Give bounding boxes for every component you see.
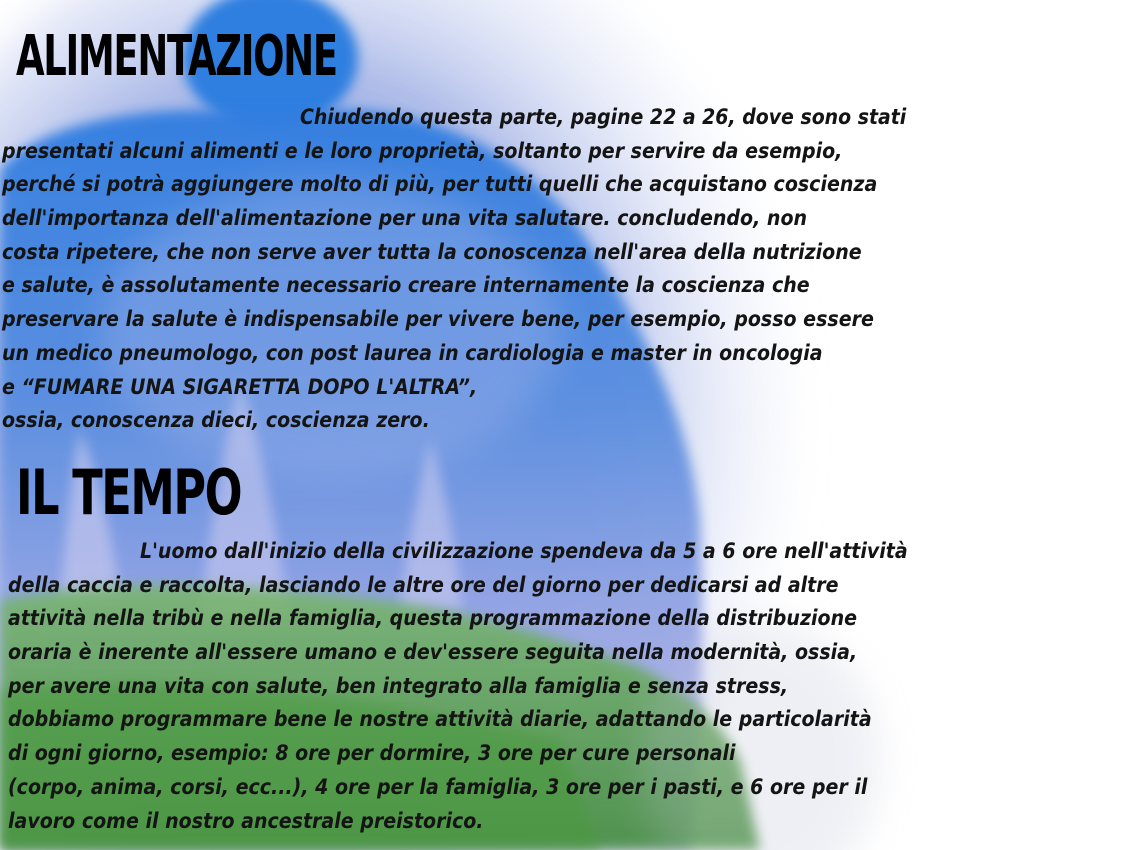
text-line: un medico pneumologo, con post laurea in cardiologia e master in oncologia	[2, 340, 823, 365]
text-line: della caccia e raccolta, lasciando le altre ore del giorno per dedicarsi ad altre	[8, 572, 839, 597]
heading-il-tempo: IL TEMPO	[16, 456, 242, 529]
text-line: e “FUMARE UNA SIGARETTA DOPO L'ALTRA”,	[2, 374, 478, 399]
paragraph-alimentazione	[2, 101, 974, 438]
text-line: L'uomo dall'inizio della civilizzazione spendeva da 5 a 6 ore nell'attività	[140, 539, 908, 563]
text-line: per avere una vita con salute, ben integrato alla famiglia e senza stress,	[8, 673, 789, 698]
text-line: oraria è inerente all'essere umano e dev'essere seguita nella modernità, ossia,	[8, 640, 858, 665]
text-line: ossia, conoscenza dieci, coscienza zero.	[2, 408, 430, 433]
text-line: dell'importanza dell'alimentazione per una vita salutare. concludendo, non	[2, 206, 808, 231]
text-line: lavoro come il nostro ancestrale preistorico.	[8, 808, 484, 833]
text-line: e salute, è assolutamente necessario creare internamente la coscienza che	[2, 273, 810, 298]
text-line: dobbiamo programmare bene le nostre attività diarie, adattando le particolarità	[8, 707, 872, 732]
text-line: di ogni giorno, esempio: 8 ore per dormire, 3 ore per cure personali	[8, 741, 736, 766]
text-line: perché si potrà aggiungere molto di più, per tutti quelli che acquistano coscienza	[2, 172, 878, 197]
paragraph-il-tempo	[8, 535, 988, 838]
text-line: preservare la salute è indispensabile per vivere bene, per esempio, posso essere	[2, 307, 874, 332]
text-line: attività nella tribù e nella famiglia, questa programmazione della distribuzione	[8, 606, 858, 631]
text-line: (corpo, anima, corsi, ecc...), 4 ore per la famiglia, 3 ore per i pasti, e 6 ore per il	[8, 774, 868, 799]
text-line: costa ripetere, che non serve aver tutta la conoscenza nell'area della nutrizione	[2, 239, 862, 264]
text-line: presentati alcuni alimenti e le loro proprietà, soltanto per servire da esempio,	[2, 138, 843, 163]
heading-alimentazione: ALIMENTAZIONE	[16, 24, 337, 89]
text-line: Chiudendo questa parte, pagine 22 a 26, dove sono stati	[300, 105, 907, 129]
